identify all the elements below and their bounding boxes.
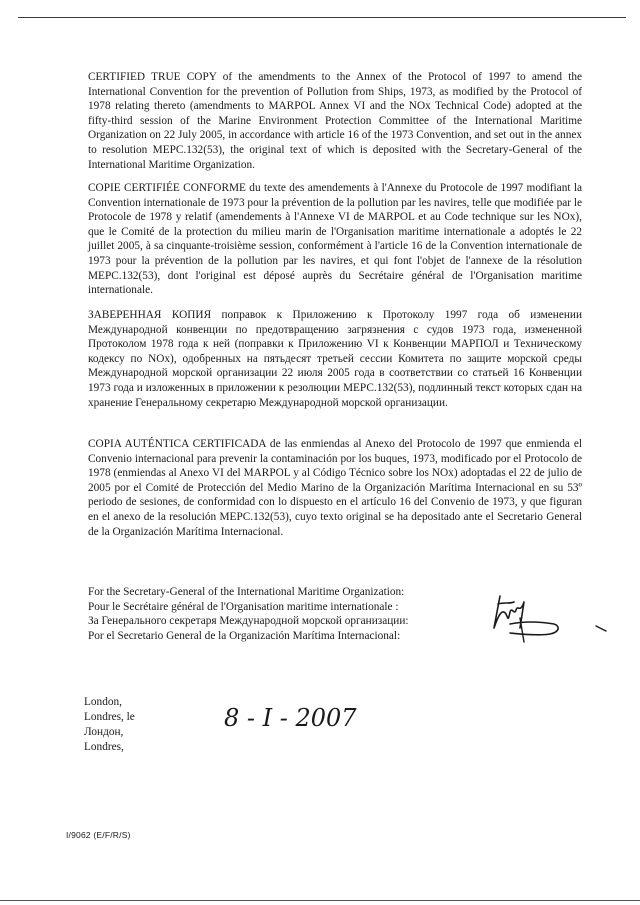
- handwritten-date: [222, 700, 372, 736]
- signatory-line-english: For the Secretary-General of the International Maritime Organization:: [88, 586, 405, 598]
- signatory-line-russian: За Генерального секретаря Международной морской организации:: [88, 615, 409, 628]
- bottom-rule: [0, 900, 640, 901]
- place-english: London,: [84, 696, 122, 708]
- paragraph-french: COPIE CERTIFIÉE CONFORME du texte des amendements à l'Annexe du Protocole de 1997 modifiant la Convention internationale de 1973 pour la prévention de la pollution par les navires, telle que modifiée par le Protocole de 1978 y relatif (amendements à l'Annexe VI de MARPOL et au Code technique sur les NOx), que le Comité de la protection du milieu marin de l'Organisation maritime internationale a adoptés le 22 juillet 2005, à sa cinquante-troisième session, conformément à l'article 16 de la Convention internationale de 1973 pour la prévention de la pollution par les navires, et qui font l'objet de l'annexe de la résolution MEPC.132(53), dont l'original est déposé auprès du Secrétaire général de l'Organisation maritime internationale.: [88, 182, 582, 297]
- handwritten-date-text: 8 - I - 2007: [224, 704, 357, 732]
- handwritten-signature: [480, 588, 620, 648]
- place-block: [84, 695, 135, 755]
- paragraph-spanish: COPIA AUTÉNTICA CERTIFICADA de las enmiendas al Anexo del Protocolo de 1997 que enmienda el Convenio internacional para prevenir la contaminación por los buques, 1973, modificado por el Protocolo de 1978 (enmiendas al Anexo VI del MARPOL y al Código Técnico sobre los NOx) adoptadas el 22 de julio de 2005 por el Comité de Protección del Medio Marino de la Organización Marítima Internacional en su 53º periodo de sesiones, de conformidad con lo dispuesto en el artículo 16 del Convenio de 1973, y que figuran en el anexo de la resolución MEPC.132(53), cuyo texto original se ha depositado ante el Secretario General de la Organización Marítima Internacional.: [88, 438, 582, 538]
- place-russian: Лондон,: [84, 726, 124, 738]
- paragraph-english: CERTIFIED TRUE COPY of the amendments to the Annex of the Protocol of 1997 to amend the International Convention for the prevention of Pollution from Ships, 1973, as modified by the Protocol of 1978 relating thereto (amendments to MARPOL Annex VI and the NOx Technical Code) adopted at the fifty-third session of the Marine Environment Protection Committee of the International Maritime Organization on 22 July 2005, in accordance with article 16 of the 1973 Convention, and set out in the annex to resolution MEPC.132(53), the original text of which is deposited with the Secretary-General of the International Maritime Organization.: [88, 71, 582, 171]
- signatory-line-french: Pour le Secrétaire général de l'Organisation maritime internationale :: [88, 600, 399, 613]
- document-reference: I/9062 (E/F/R/S): [66, 830, 131, 840]
- top-rule: [18, 17, 626, 18]
- paragraph-russian: ЗАВЕРЕННАЯ КОПИЯ поправок к Приложению к Протоколу 1997 года об изменении Международной конвенции по предотвращению загрязнения с судов 1973 года, измененной Протоколом 1978 года к ней (поправки к Приложению VI к Конвенции МАРПОЛ и Техническому кодексу по NOx), одобренных на пятьдесят третьей сессии Комитета по защите морской среды Международной морской организации 22 июля 2005 года в соответствии со статьей 16 Конвенции 1973 года и изложенных в приложении к резолюции МЕРС.132(53), подлинный текст которых сдан на хранение Генеральному секретарю Международной морской организации.: [88, 309, 582, 409]
- place-spanish: Londres,: [84, 741, 124, 753]
- place-french: Londres, le: [84, 711, 135, 723]
- signatory-block: [88, 585, 409, 643]
- signatory-line-spanish: Por el Secretario General de la Organización Marítima Internacional:: [88, 629, 401, 642]
